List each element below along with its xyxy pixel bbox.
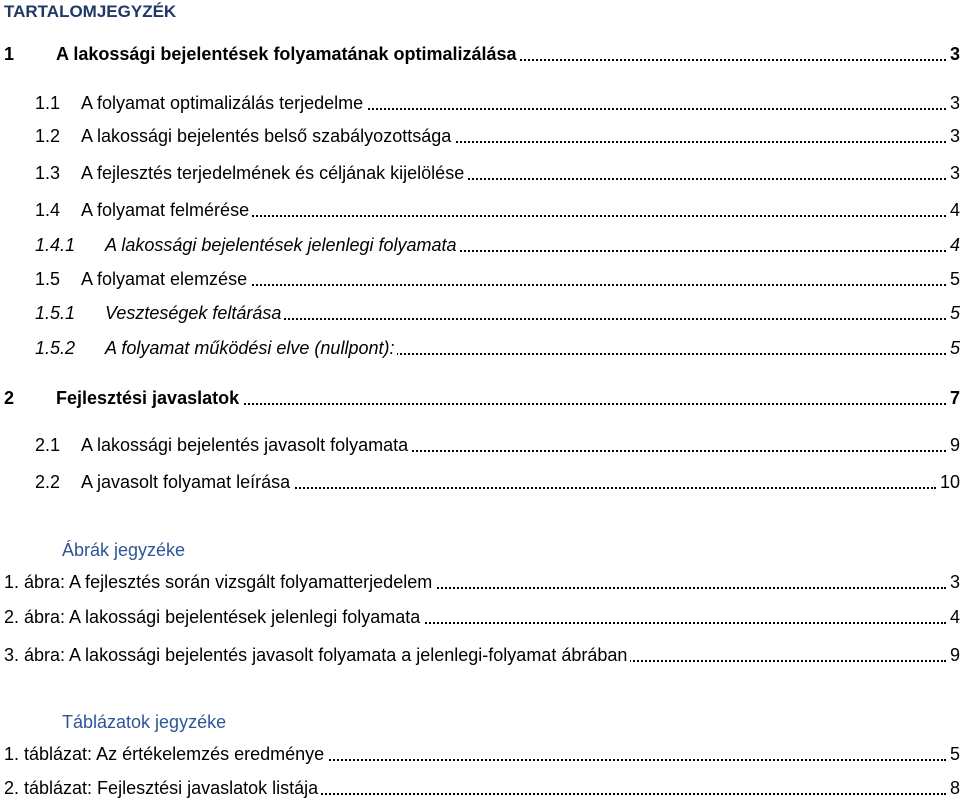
toc-entry-number: 1.5.1: [35, 303, 76, 323]
toc-entry-page: 4: [947, 198, 960, 222]
toc-entry-1-5[interactable]: [0, 267, 960, 291]
toc-entry-number: 2.1: [35, 435, 61, 455]
toc-entry-page: 3: [947, 124, 960, 148]
toc-entry-number: 1.1: [35, 93, 61, 113]
toc-entry-title: A lakossági bejelentések jelenlegi folyamata: [105, 233, 460, 257]
toc-entry-page: 5: [947, 336, 960, 360]
toc-entry-number: 1.2: [35, 126, 61, 146]
figure-entry-title: 2. ábra: A lakossági bejelentések jelenlegi folyamata: [4, 605, 423, 629]
toc-entry-number: 1.4: [35, 200, 61, 220]
toc-entry-2-1[interactable]: [0, 433, 960, 457]
toc-entry-number: 1.5.2: [35, 338, 76, 358]
figure-entry-3[interactable]: [0, 643, 960, 667]
toc-entry-page: 5: [947, 301, 960, 325]
toc-entry-page: 10: [937, 470, 960, 494]
table-entry-1[interactable]: [0, 742, 960, 766]
toc-entry-1-3[interactable]: [0, 161, 960, 185]
toc-entry-title: A folyamat elemzése: [81, 267, 250, 291]
toc-entry-1-5-1[interactable]: [0, 301, 960, 325]
toc-entry-title: A folyamat működési elve (nullpont):: [105, 336, 397, 360]
toc-entry-number: 2.2: [35, 472, 61, 492]
tables-list-title: Táblázatok jegyzéke: [62, 712, 227, 732]
table-entry-page: 5: [947, 742, 960, 766]
toc-entry-1-2[interactable]: [0, 124, 960, 148]
toc-entry-title: A lakossági bejelentések folyamatának optimalizálása: [56, 42, 520, 66]
toc-entry-title: Fejlesztési javaslatok: [56, 386, 242, 410]
toc-entry-number: 2: [4, 388, 15, 408]
table-entry-2[interactable]: [0, 776, 960, 800]
table-entry-title: 2. táblázat: Fejlesztési javaslatok listája: [4, 776, 321, 800]
toc-entry-2[interactable]: [0, 386, 960, 410]
toc-entry-number: 1.3: [35, 163, 61, 183]
toc-entry-number: 1: [4, 44, 15, 64]
toc-title: TARTALOMJEGYZÉK: [4, 2, 177, 21]
toc-entry-title: A lakossági bejelentés javasolt folyamata: [81, 433, 411, 457]
toc-entry-page: 5: [947, 267, 960, 291]
toc-entry-title: A fejlesztés terjedelmének és céljának kijelölése: [81, 161, 467, 185]
toc-entry-1-4-1[interactable]: [0, 233, 960, 257]
toc-entry-page: 3: [947, 42, 960, 66]
toc-entry-number: 1.5: [35, 269, 61, 289]
toc-entry-1-5-2[interactable]: [0, 336, 960, 360]
figure-entry-1[interactable]: [0, 570, 960, 594]
toc-entry-title: A folyamat optimalizálás terjedelme: [81, 91, 366, 115]
figure-entry-title: 1. ábra: A fejlesztés során vizsgált folyamatterjedelem: [4, 570, 435, 594]
toc-entry-page: 3: [947, 161, 960, 185]
toc-entry-1-1[interactable]: [0, 91, 960, 115]
toc-entry-1-4[interactable]: [0, 198, 960, 222]
toc-entry-number: 1.4.1: [35, 235, 76, 255]
toc-entry-page: 7: [947, 386, 960, 410]
toc-entry-page: 3: [947, 91, 960, 115]
table-entry-title: 1. táblázat: Az értékelemzés eredménye: [4, 742, 327, 766]
toc-entry-1[interactable]: [0, 42, 960, 66]
toc-entry-2-2[interactable]: [0, 470, 960, 494]
toc-entry-title: A javasolt folyamat leírása: [81, 470, 293, 494]
toc-entry-page: 9: [947, 433, 960, 457]
toc-entry-title: A lakossági bejelentés belső szabályozottsága: [81, 124, 454, 148]
figures-list-title: Ábrák jegyzéke: [62, 540, 186, 560]
figure-entry-page: 4: [947, 605, 960, 629]
table-entry-page: 8: [947, 776, 960, 800]
toc-entry-title: A folyamat felmérése: [81, 198, 252, 222]
figure-entry-page: 3: [947, 570, 960, 594]
figure-entry-2[interactable]: [0, 605, 960, 629]
figure-entry-title: 3. ábra: A lakossági bejelentés javasolt folyamata a jelenlegi-folyamat ábrában: [4, 643, 630, 667]
toc-entry-title: Veszteségek feltárása: [105, 301, 284, 325]
toc-entry-page: 4: [947, 233, 960, 257]
figure-entry-page: 9: [947, 643, 960, 667]
